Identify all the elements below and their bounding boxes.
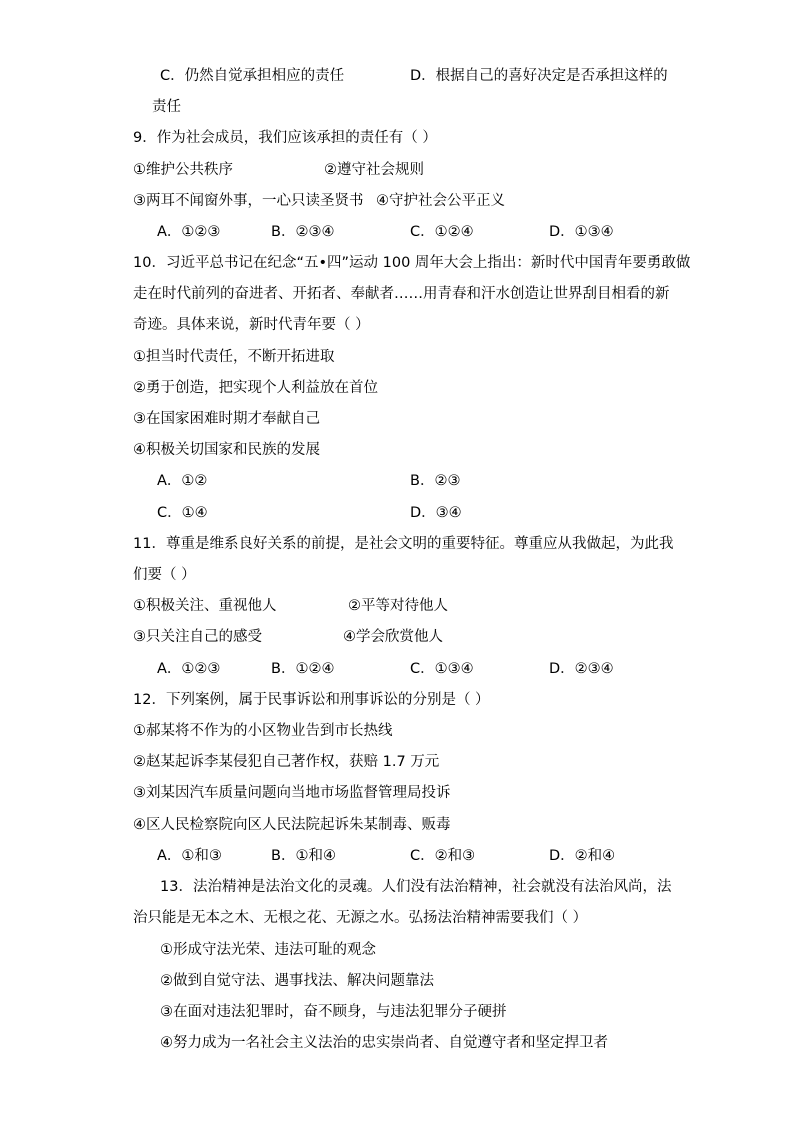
q10-stem-line-1: 10．习近平总书记在纪念“五•四”运动 100 周年大会上指出：新时代中国青年要勇敢做: [133, 255, 691, 271]
q8-option-d-continued: 责任: [152, 99, 181, 115]
q10-item-4: ④积极关切国家和民族的发展: [133, 442, 320, 458]
q9-item-3: ③两耳不闻窗外事，一心只读圣贤书: [133, 193, 364, 209]
q11-option-d: D．②③④: [549, 661, 614, 677]
q13-item-2: ②做到自觉守法、遇事找法、解决问题靠法: [160, 973, 434, 989]
q11-option-a: A．①②③: [157, 661, 221, 677]
q9-option-c: C．①②④: [410, 224, 474, 240]
q11-option-b: B．①②④: [271, 661, 335, 677]
q10-option-a: A．①②: [157, 473, 208, 489]
q10-item-3: ③在国家困难时期才奉献自己: [133, 411, 320, 427]
q8-option-d: D．根据自己的喜好决定是否承担这样的: [410, 68, 668, 84]
q9-stem: 9．作为社会成员，我们应该承担的责任有（ ）: [133, 130, 437, 146]
q11-stem-line-2: 们要（ ）: [133, 567, 196, 583]
q13-item-1: ①形成守法光荣、违法可耻的观念: [160, 942, 376, 958]
q12-item-4: ④区人民检察院向区人民法院起诉朱某制毒、贩毒: [133, 817, 451, 833]
q11-item-4: ④学会欣赏他人: [343, 629, 443, 645]
q12-option-a: A．①和③: [157, 848, 222, 864]
q12-option-c: C．②和③: [410, 848, 476, 864]
q10-item-2: ②勇于创造，把实现个人利益放在首位: [133, 380, 378, 396]
q11-item-2: ②平等对待他人: [348, 598, 448, 614]
q10-option-c: C．①④: [157, 505, 208, 521]
q10-option-d: D．③④: [410, 505, 462, 521]
q9-item-4: ④守护社会公平正义: [376, 193, 505, 209]
q11-item-3: ③只关注自己的感受: [133, 629, 262, 645]
q9-option-d: D．①③④: [549, 224, 614, 240]
q10-stem-line-2: 走在时代前列的奋进者、开拓者、奉献者……用青春和汗水创造让世界刮目相看的新: [133, 286, 670, 302]
q9-item-1: ①维护公共秩序: [133, 162, 233, 178]
q10-option-b: B．②③: [410, 473, 461, 489]
q12-item-3: ③刘某因汽车质量问题向当地市场监督管理局投诉: [133, 785, 451, 801]
q9-item-2: ②遵守社会规则: [324, 162, 424, 178]
q13-stem-line-2: 治只能是无本之木、无根之花、无源之水。弘扬法治精神需要我们（ ）: [133, 910, 588, 926]
q12-item-2: ②赵某起诉李某侵犯自己著作权，获赔 1.7 万元: [133, 754, 440, 770]
q12-stem: 12．下列案例，属于民事诉讼和刑事诉讼的分别是（ ）: [133, 692, 490, 708]
q13-item-4: ④努力成为一名社会主义法治的忠实崇尚者、自觉遵守者和坚定捍卫者: [160, 1035, 608, 1051]
q13-item-3: ③在面对违法犯罪时，奋不顾身，与违法犯罪分子硬拼: [160, 1004, 507, 1020]
q12-option-d: D．②和④: [549, 848, 616, 864]
q8-option-c: C．仍然自觉承担相应的责任: [160, 68, 345, 84]
q12-item-1: ①郝某将不作为的小区物业告到市长热线: [133, 723, 393, 739]
q11-item-1: ①积极关注、重视他人: [133, 598, 277, 614]
q10-item-1: ①担当时代责任，不断开拓进取: [133, 349, 335, 365]
q10-stem-line-3: 奇迹。具体来说，新时代青年要（ ）: [133, 317, 370, 333]
q11-stem-line-1: 11．尊重是维系良好关系的前提，是社会文明的重要特征。尊重应从我做起，为此我: [133, 536, 674, 552]
q9-option-b: B．②③④: [271, 224, 335, 240]
q12-option-b: B．①和④: [271, 848, 336, 864]
q9-option-a: A．①②③: [157, 224, 221, 240]
q11-option-c: C．①③④: [410, 661, 474, 677]
q13-stem-line-1: 13．法治精神是法治文化的灵魂。人们没有法治精神，社会就没有法治风尚，法: [160, 879, 672, 895]
